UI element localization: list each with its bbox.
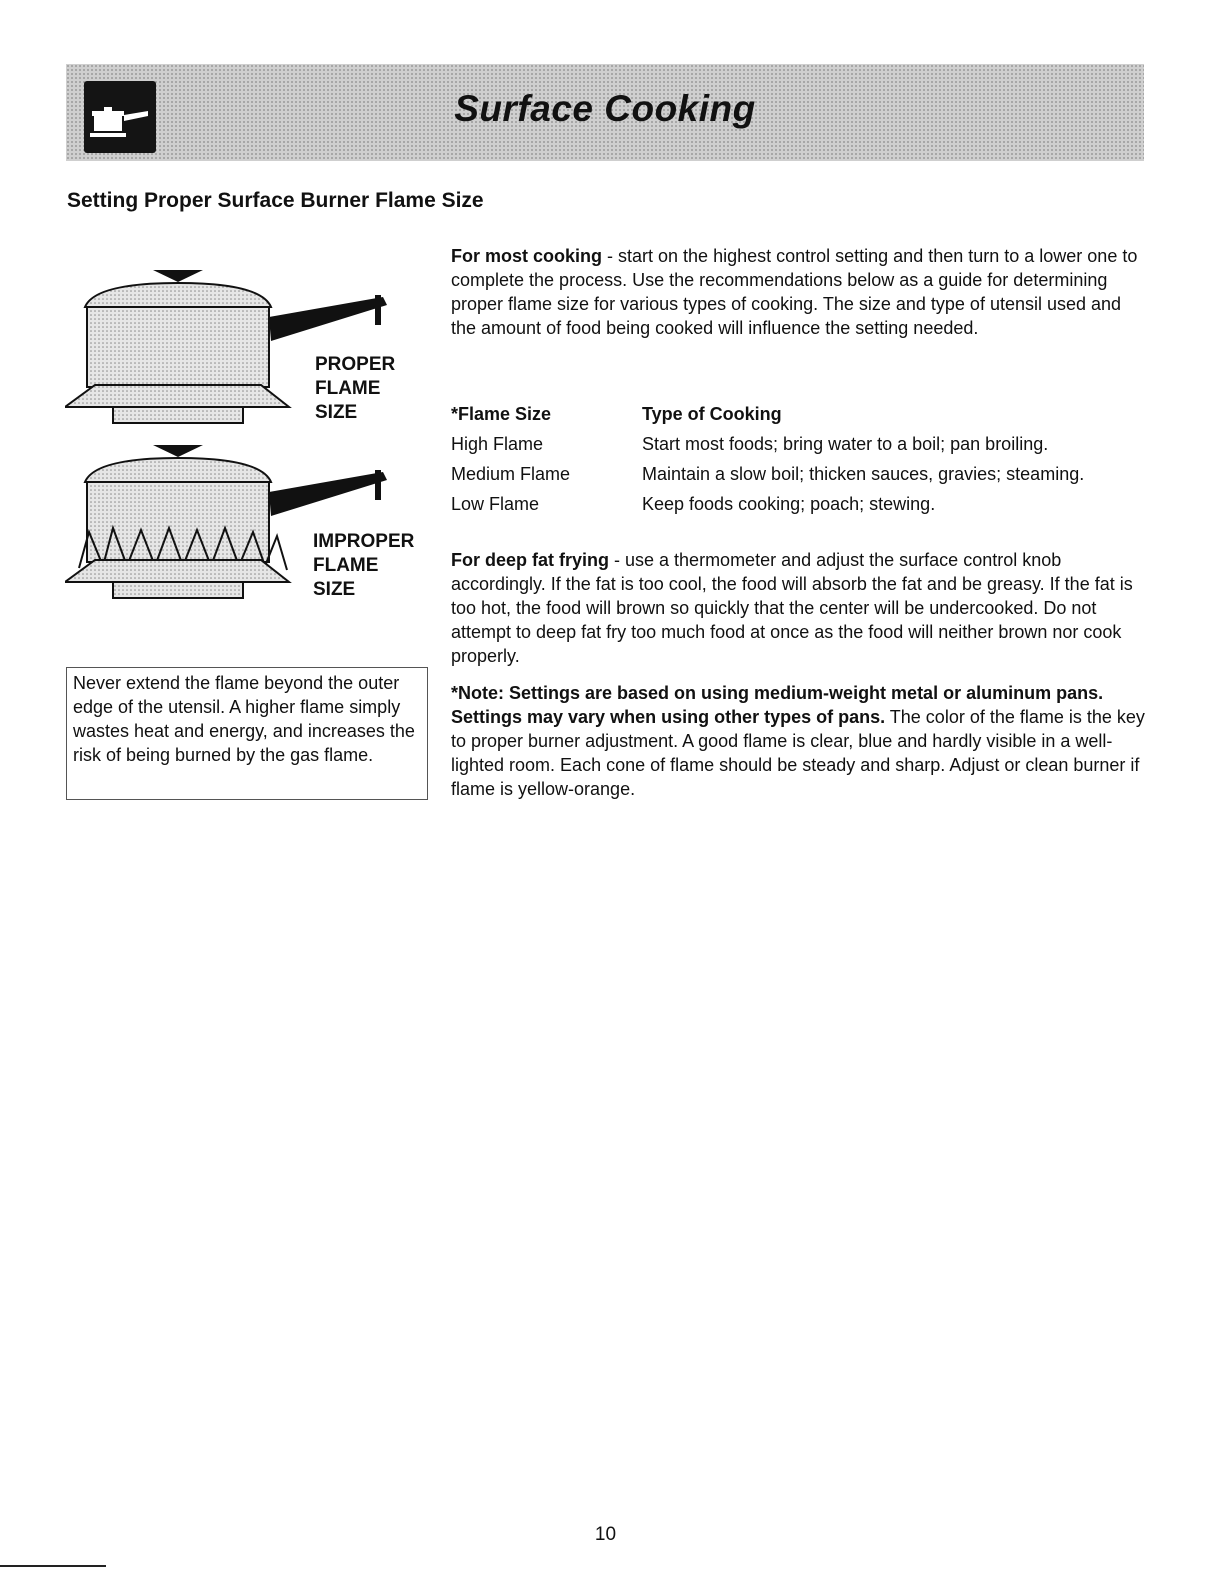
- table-cell: Medium Flame: [451, 464, 571, 484]
- deep-fat-text: - use a thermometer and adjust the surface control knob accordingly. If the fat is too cool, the food will absorb the fat and be greasy. If the fat is too hot, the food will brown so quickly that the center will be undercooked. Do not attempt to deep fat fry too much food at once as the food will neither brown nor cook properly.: [451, 550, 1133, 666]
- table-header-type-of-cooking: Type of Cooking: [642, 404, 782, 424]
- section-title: Setting Proper Surface Burner Flame Size: [67, 189, 484, 212]
- table-cell: Maintain a slow boil; thicken sauces, gravies; steaming.: [642, 464, 1085, 484]
- table-row: [451, 459, 1084, 489]
- note-lead: *Note: Settings are based on using medium-weight metal or aluminum pans. Settings may vary when using other types of pans.: [451, 683, 1104, 727]
- table-cell: Keep foods cooking; poach; stewing.: [642, 494, 936, 514]
- deep-fat-paragraph: [451, 548, 1151, 668]
- header-banner: [66, 64, 1144, 161]
- table-cell: Low Flame: [451, 494, 540, 514]
- table-cell: High Flame: [451, 434, 544, 454]
- table-header-flame-size: *Flame Size: [451, 404, 552, 424]
- proper-flame-label: PROPER FLAME SIZE: [315, 354, 396, 423]
- page-number: 10: [594, 1524, 617, 1545]
- page-title: Surface Cooking: [454, 88, 756, 129]
- improper-flame-figure: [65, 440, 425, 620]
- intro-text: - start on the highest control setting and then turn to a lower one to complete the process. Use the recommendations below as a guide for determining proper flame size for various types of cooking. The size and type of utensil used and the amount of food being cooked will influence the setting needed.: [451, 246, 1138, 338]
- note-text: The color of the flame is the key to proper burner adjustment. A good flame is clear, blue and hardly visible in a well-lighted room. Each cone of flame should be steady and sharp. Adjust or clean burner if flame is yellow-orange.: [451, 707, 1145, 799]
- improper-flame-label: IMPROPER FLAME SIZE: [313, 531, 415, 600]
- footer-rule: [0, 1565, 106, 1567]
- note-paragraph: [451, 681, 1151, 801]
- flame-size-table: [451, 399, 1084, 519]
- deep-fat-lead: For deep fat frying: [451, 550, 610, 570]
- table-row: [451, 429, 1084, 459]
- table-header-row: [451, 399, 1084, 429]
- proper-flame-figure: [65, 265, 425, 445]
- intro-lead: For most cooking: [451, 246, 603, 266]
- warning-box: Never extend the flame beyond the outer edge of the utensil. A higher flame simply wastes heat and energy, and increases the risk of being burned by the gas flame.: [66, 667, 428, 800]
- intro-paragraph: [451, 244, 1151, 340]
- table-row: [451, 489, 1084, 519]
- table-cell: Start most foods; bring water to a boil; pan broiling.: [642, 434, 1049, 454]
